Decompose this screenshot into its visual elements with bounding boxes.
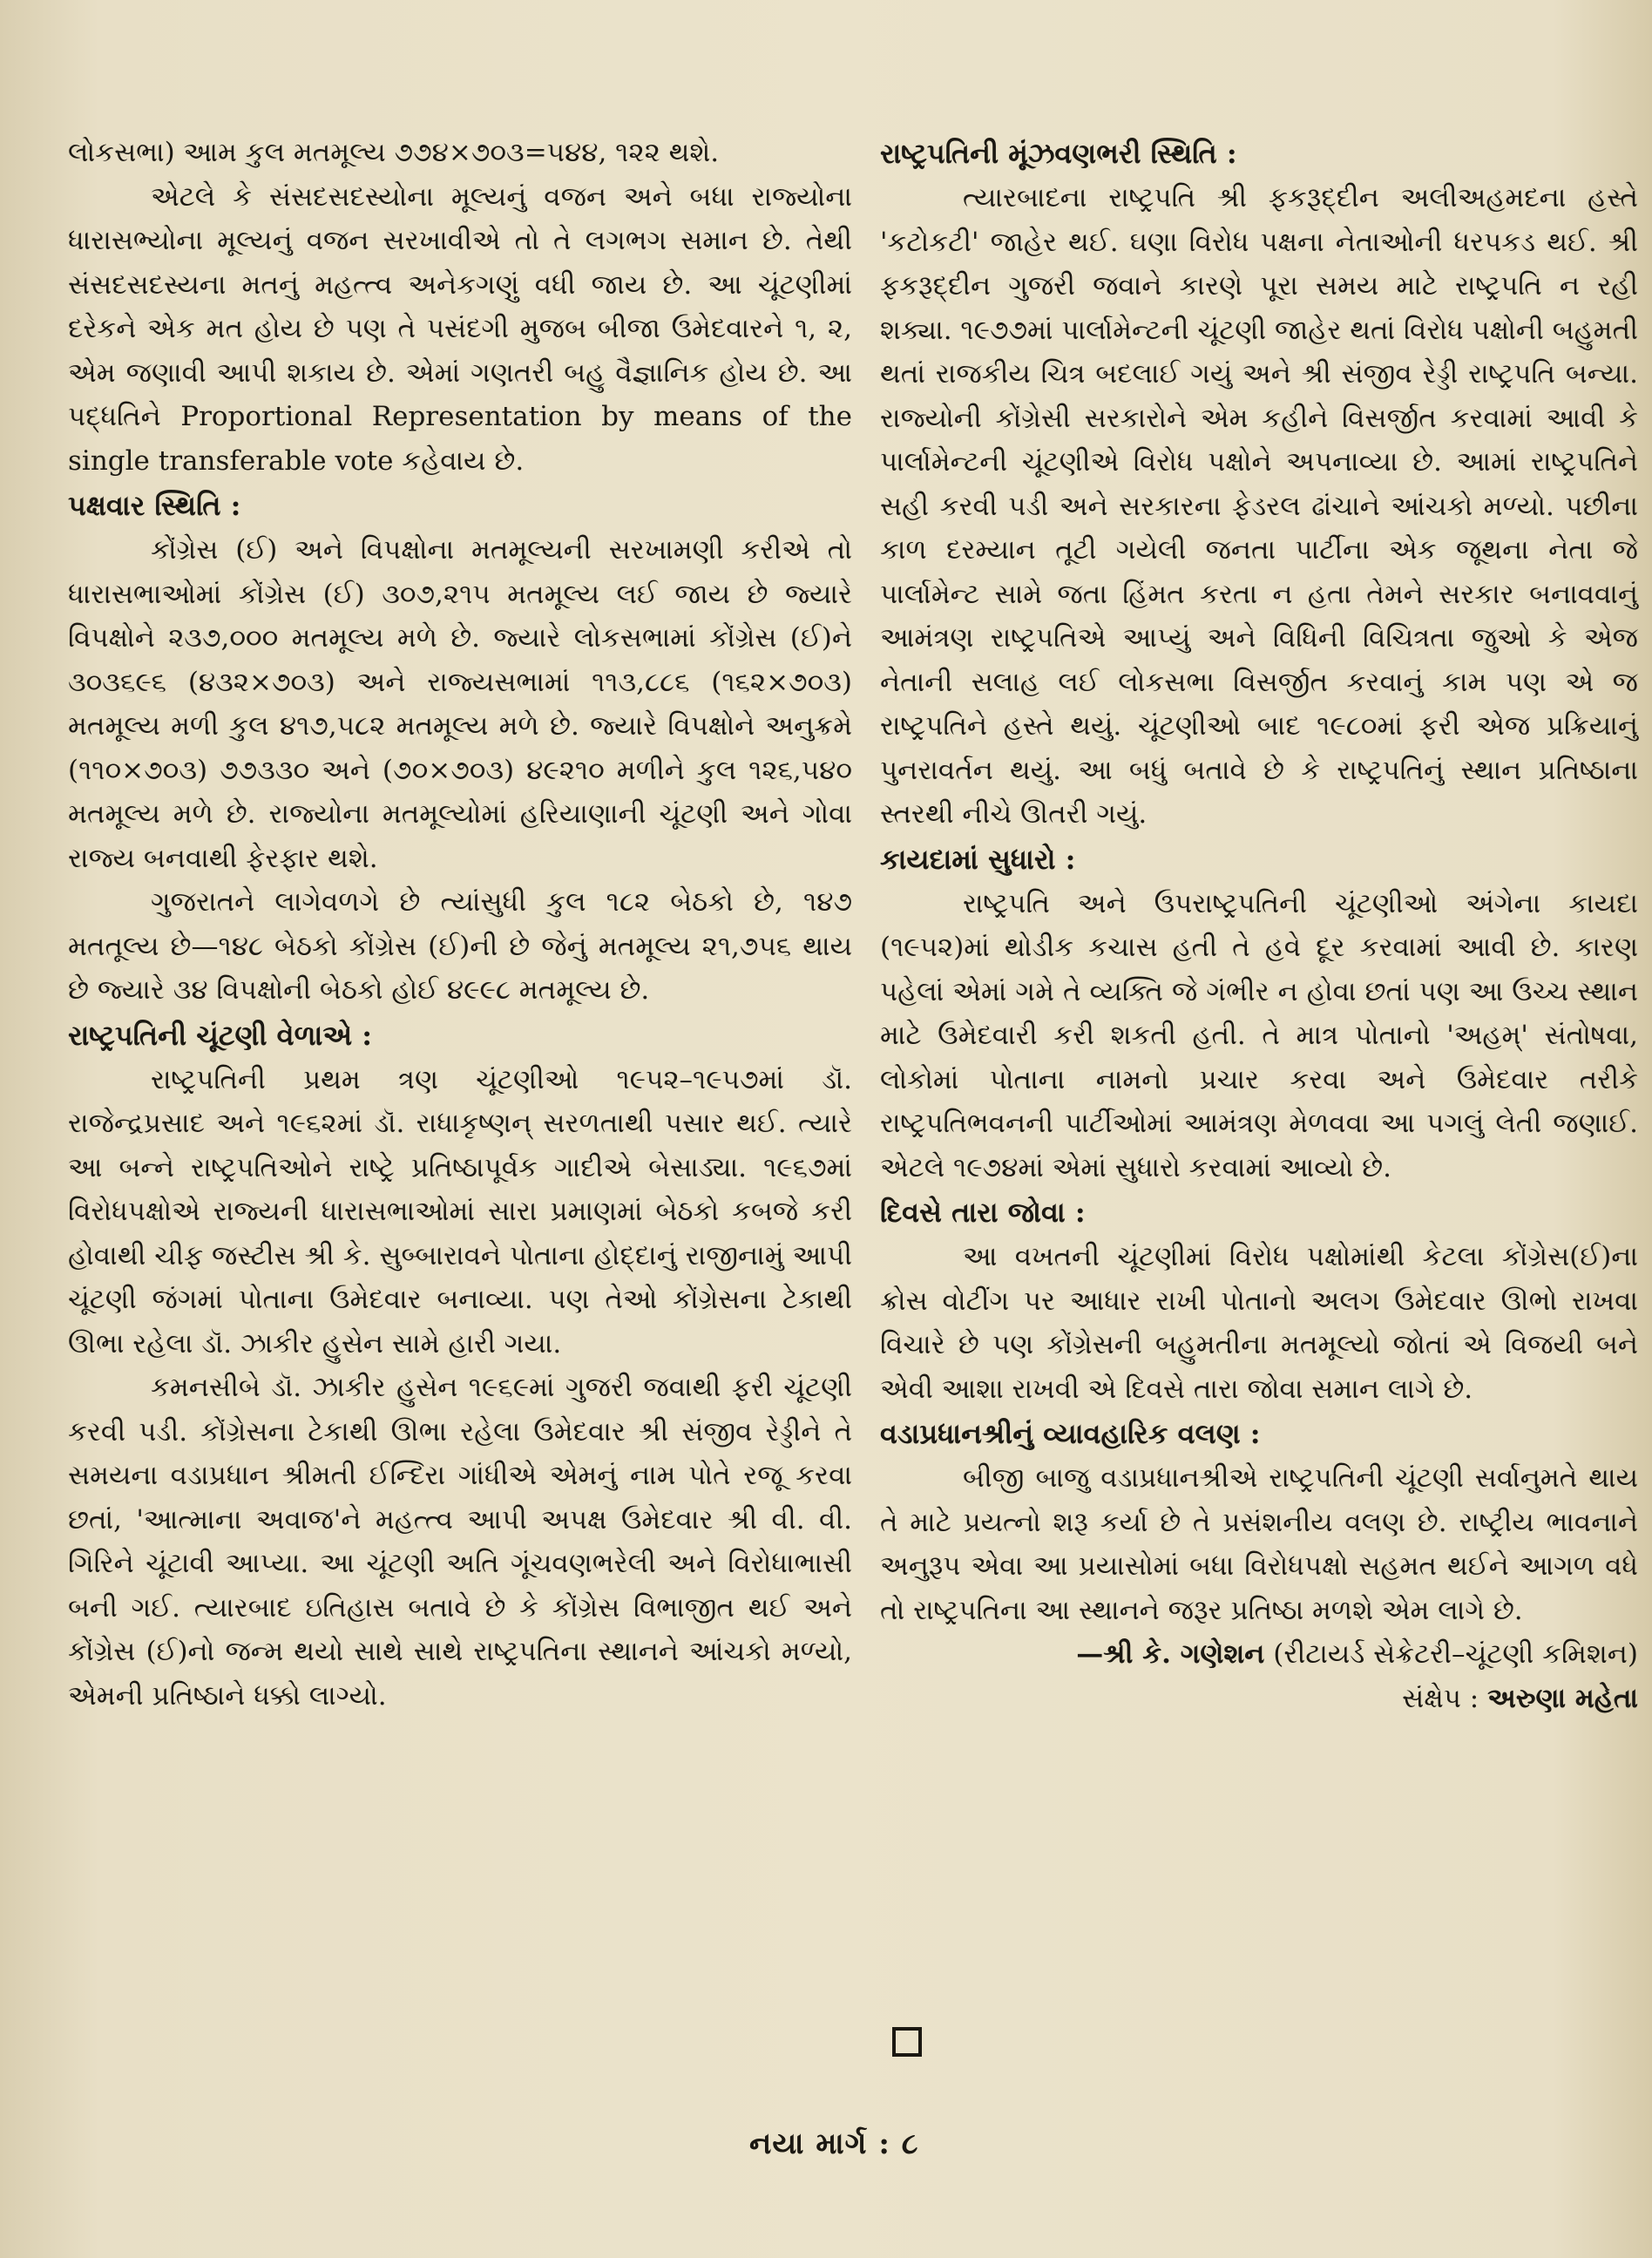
section-heading-stars-in-day: દિવસે તારા જોવા :: [880, 1196, 1086, 1229]
page-footer: નયા માર્ગ : ૮: [749, 2126, 919, 2161]
summary-label: સંક્ષેપ :: [1402, 1682, 1479, 1714]
signature-role: (રીટાયર્ડ સેક્રેટરી–ચૂંટણી કમિશન): [1273, 1638, 1638, 1670]
intro-paragraph: એટલે કે સંસદસદસ્યોના મૂલ્યનું વજન અને બધા રાજ્યોના ધારાસભ્યોના મૂલ્યનું વજન સરખાવીએ તો તે લગભગ સમાન છે. તેથી સંસદસદસ્યના મતનું મહત્ત્વ અનેકગણું વધી જાય છે. આ ચૂંટણીમાં દરેકને એક મત હોય છે પણ તે પસંદગી મુજબ બીજા ઉમેદવારને ૧, ૨, એમ જણાવી આપી શકાય છે. એમાં ગણતરી બહુ વૈજ્ઞાનિક હોય છે. આ પદ્ધતિને Proportional Representation by means of the single transferable vote કહેવાય છે.: [68, 180, 852, 477]
summary-line: [880, 1677, 1638, 1721]
left-column: [68, 131, 852, 1718]
section-heading-law-reform: કાયદામાં સુધારો :: [880, 842, 1076, 876]
right-column: [880, 131, 1638, 1720]
signature-author: —શ્રી કે. ગણેશન: [1076, 1638, 1265, 1670]
paragraph-party-status: કોંગ્રેસ (ઈ) અને વિપક્ષોના મતમૂલ્યની સરખામણી કરીએ તો ધારાસભાઓમાં કોંગ્રેસ (ઈ) ૩૦૭,૨૧૫ મતમૂલ્ય લઈ જાય છે જ્યારે વિપક્ષોને ૨૩૭,૦૦૦ મતમૂલ્ય મળે છે. જ્યારે લોકસભામાં કોંગ્રેસ (ઈ)ને ૩૦૩૬૯૬ (૪૩૨×૭૦૩) અને રાજ્યસભામાં ૧૧૩,૮૮૬ (૧૬૨×૭૦૩) મતમૂલ્ય મળી કુલ ૪૧૭,૫૮૨ મતમૂલ્ય મળે છે. જ્યારે વિપક્ષોને અનુક્રમે (૧૧૦×૭૦૩) ૭૭૩૩૦ અને (૭૦×૭૦૩) ૪૯૨૧૦ મળીને કુલ ૧૨૬,૫૪૦ મતમૂલ્ય મળે છે. રાજ્યોના મતમૂલ્યોમાં હરિયાણાની ચૂંટણી અને ગોવા રાજ્ય બનવાથી ફેરફાર થશે.: [68, 534, 852, 874]
paragraph-law-reform: રાષ્ટ્રપતિ અને ઉપરાષ્ટ્રપતિની ચૂંટણીઓ અંગેના કાયદા (૧૯૫૨)માં થોડીક કચાસ હતી તે હવે દૂર કરવામાં આવી છે. કારણ પહેલાં એમાં ગમે તે વ્યક્તિ જે ગંભીર ન હોવા છતાં પણ આ ઉચ્ચ સ્થાન માટે ઉમેદવારી કરી શકતી હતી. તે માત્ર પોતાનો 'અહમ્' સંતોષવા, લોકોમાં પોતાના નામનો પ્રચાર કરવા અને ઉમેદવાર તરીકે રાષ્ટ્રપતિભવનની પાર્ટીઓમાં આમંત્રણ મેળવવા આ પગલું લેતી જણાઈ. એટલે ૧૯૭૪માં એમાં સુધારો કરવામાં આવ્યો છે.: [880, 887, 1638, 1183]
section-heading-confusing-situation: રાષ્ટ્રપતિની મૂંઝવણભરી સ્થિતિ :: [880, 137, 1237, 170]
paragraph-emergency: ત્યારબાદના રાષ્ટ્રપતિ શ્રી ફકરૂદ્દીન અલીઅહમદના હસ્તે 'કટોકટી' જાહેર થઈ. ઘણા વિરોધ પક્ષના નેતાઓની ધરપકડ થઈ. શ્રી ફકરૂદ્દીન ગુજરી જવાને કારણે પૂરા સમય માટે રાષ્ટ્રપતિ ન રહી શક્યા. ૧૯૭૭માં પાર્લામેન્ટની ચૂંટણી જાહેર થતાં વિરોધ પક્ષોની બહુમતી થતાં રાજકીય ચિત્ર બદલાઈ ગયું અને શ્રી સંજીવ રેડ્ડી રાષ્ટ્રપતિ બન્યા. રાજ્યોની કોંગ્રેસી સરકારોને એમ કહીને વિસર્જીત કરવામાં આવી કે પાર્લામેન્ટની ચૂંટણીએ વિરોધ પક્ષોને અપનાવ્યા છે. આમાં રાષ્ટ્રપતિને સહી કરવી પડી અને સરકારના ફેડરલ ઢાંચાને આંચકો મળ્યો. પછીના કાળ દરમ્યાન તૂટી ગયેલી જનતા પાર્ટીના એક જૂથના નેતા જે પાર્લામેન્ટ સામે જતા હિંમત કરતા ન હતા તેમને સરકાર બનાવવાનું આમંત્રણ રાષ્ટ્રપતિએ આપ્યું અને વિધિની વિચિત્રતા જુઓ કે એજ નેતાની સલાહ લઈ લોકસભા વિસર્જીત કરવાનું કામ પણ એ જ રાષ્ટ્રપતિને હસ્તે થયું. ચૂંટણીઓ બાદ ૧૯૮૦માં ફરી એજ પ્રક્રિયાનું પુનરાવર્તન થયું. આ બધું બતાવે છે કે રાષ્ટ્રપતિનું સ્થાન પ્રતિષ્ઠાના સ્તરથી નીચે ઊતરી ગયું.: [880, 182, 1638, 830]
paragraph-stars-in-day: આ વખતની ચૂંટણીમાં વિરોધ પક્ષોમાંથી કેટલા કોંગ્રેસ(ઈ)ના ક્રોસ વોટીંગ પર આધાર રાખી પોતાનો અલગ ઉમેદવાર ઊભો રાખવા વિચારે છે પણ કોંગ્રેસની બહુમતીના મતમૂલ્યો જોતાં એ વિજયી બને એવી આશા રાખવી એ દિવસે તારા જોવા સમાન લાગે છે.: [880, 1241, 1638, 1405]
paragraph-pm-approach: બીજી બાજુ વડાપ્રધાનશ્રીએ રાષ્ટ્રપતિની ચૂંટણી સર્વાનુમતે થાય તે માટે પ્રયત્નો શરૂ કર્યા છે તે પ્રસંશનીય વલણ છે. રાષ્ટ્રીય ભાવનાને અનુરૂપ એવા આ પ્રયાસોમાં બધા વિરોધપક્ષો સહમત થઈને આગળ વધે તો રાષ્ટ્રપતિના આ સ્થાનને જરૂર પ્રતિષ્ઠા મળશે એમ લાગે છે.: [880, 1462, 1638, 1626]
section-heading-pm-approach: વડાપ્રધાનશ્રીનું વ્યાવહારિક વલણ :: [880, 1417, 1261, 1450]
intro-line: લોકસભા) આમ કુલ મતમૂલ્ય ૭૭૪×૭૦૩=૫૪૪, ૧૨૨ થશે.: [68, 137, 720, 168]
paragraph-first-elections: રાષ્ટ્રપતિની પ્રથમ ત્રણ ચૂંટણીઓ ૧૯૫૨–૧૯૫૭માં ડૉ. રાજેન્દ્રપ્રસાદ અને ૧૯૬૨માં ડૉ. રાધાકૃષ્ણન્ સરળતાથી પસાર થઈ. ત્યારે આ બન્ને રાષ્ટ્રપતિઓને રાષ્ટ્રે પ્રતિષ્ઠાપૂર્વક ગાદીએ બેસાડ્યા. ૧૯૬૭માં વિરોધપક્ષોએ રાજ્યની ધારાસભાઓમાં સારા પ્રમાણમાં બેઠકો કબજે કરી હોવાથી ચીફ જસ્ટીસ શ્રી કે. સુબ્બારાવને પોતાના હોદ્દાનું રાજીનામું આપી ચૂંટણી જંગમાં પોતાના ઉમેદવાર બનાવ્યા. પણ તેઓ કોંગ્રેસના ટેકાથી ઊભા રહેલા ડૉ. ઝાકીર હુસેન સામે હારી ગયા.: [68, 1063, 852, 1360]
section-heading-party-status: પક્ષવાર સ્થિતિ :: [68, 489, 241, 522]
signature-line: [880, 1632, 1638, 1677]
section-heading-president-election: રાષ્ટ્રપતિની ચૂંટણી વેળાએ :: [68, 1018, 373, 1052]
summary-name: અરુણા મહેતા: [1487, 1682, 1638, 1714]
paragraph-1969-election: કમનસીબે ડૉ. ઝાકીર હુસેન ૧૯૬૯માં ગુજરી જવાથી ફરી ચૂંટણી કરવી પડી. કોંગ્રેસના ટેકાથી ઊભા રહેલા ઉમેદવાર શ્રી સંજીવ રેડ્ડીને તે સમયના વડાપ્રધાન શ્રીમતી ઈન્દિરા ગાંધીએ એમનું નામ પોતે રજૂ કરવા છતાં, 'આત્માના અવાજ'ને મહત્ત્વ આપી અપક્ષ ઉમેદવાર શ્રી વી. વી. ગિરિને ચૂંટાવી આપ્યા. આ ચૂંટણી અતિ ગૂંચવણભરેલી અને વિરોધાભાસી બની ગઈ. ત્યારબાદ ઇતિહાસ બતાવે છે કે કોંગ્રેસ વિભાજીત થઈ અને કોંગ્રેસ (ઈ)નો જન્મ થયો સાથે સાથે રાષ્ટ્રપતિના સ્થાનને આંચકો મળ્યો, એમની પ્રતિષ્ઠાને ધક્કો લાગ્યો.: [68, 1372, 852, 1712]
paragraph-gujarat: ગુજરાતને લાગેવળગે છે ત્યાંસુધી કુલ ૧૮૨ બેઠકો છે, ૧૪૭ મતતૂલ્ય છે—૧૪૮ બેઠકો કોંગ્રેસ (ઈ)ની છે જેનું મતમૂલ્ય ૨૧,૭૫૬ થાય છે જ્યારે ૩૪ વિપક્ષોની બેઠકો હોઈ ૪૯૯૮ મતમૂલ્ય છે.: [68, 886, 852, 1006]
hollow-square-icon: [892, 2027, 922, 2057]
